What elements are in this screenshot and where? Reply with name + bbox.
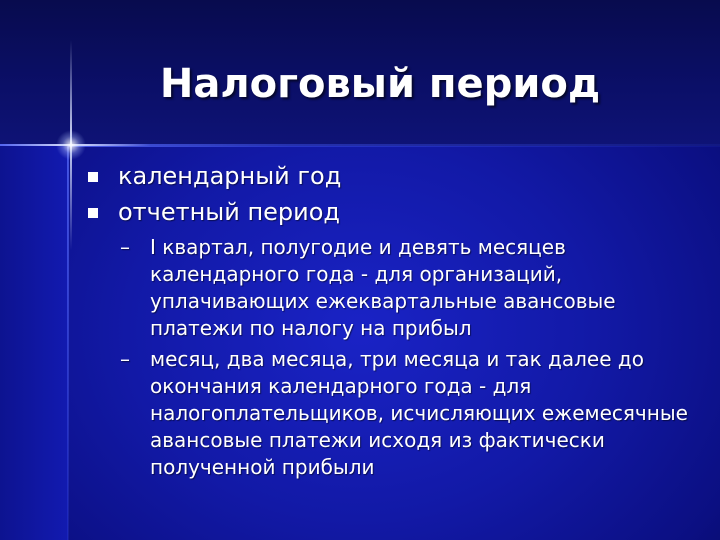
bullet-text: отчетный период (118, 198, 341, 226)
left-edge-line (67, 146, 69, 540)
sub-bullet-text: I квартал, полугодие и девять месяцев календарного года - для организаций, уплачивающих ежеквартальные авансовые платежи по налогу на прибыл (150, 235, 616, 340)
sparkle-star-icon (56, 130, 86, 160)
bullet-text: календарный год (118, 162, 342, 190)
sub-bullet-item (88, 234, 688, 342)
bullet-item (88, 158, 688, 194)
square-bullet-icon (88, 172, 98, 182)
dash-bullet-icon: – (120, 347, 130, 371)
left-band (0, 146, 68, 540)
square-bullet-icon (88, 208, 98, 218)
dash-bullet-icon: – (120, 235, 130, 259)
slide-content (88, 158, 688, 481)
sub-bullet-text: месяц, два месяца, три месяца и так далее до окончания календарного года - для налогоплательщиков, исчисляющих ежемесячные авансовые платежи исходя из фактически полученной прибыли (150, 347, 688, 479)
sub-bullet-item (88, 346, 688, 481)
bullet-item (88, 194, 688, 230)
slide-title: Налоговый период (159, 61, 601, 107)
